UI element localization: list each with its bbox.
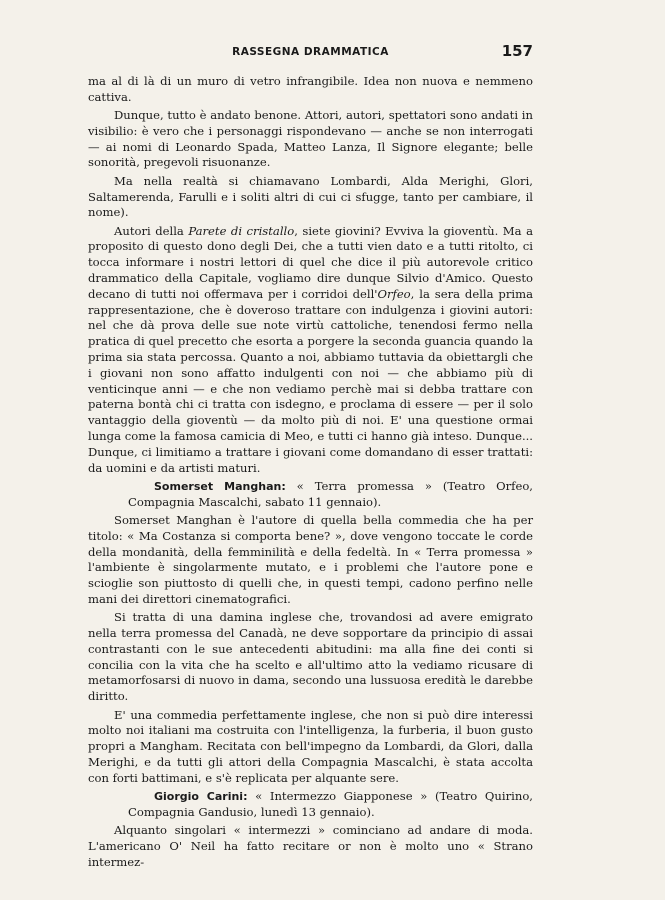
paragraph: Si tratta di una damina inglese che, trovandosi ad avere emigrato nella terra promessa del Canadà, ne deve sopportare da principio di assai contrastanti con le sue antecedenti abitudini: ma alla fine dei conti si concilia con la vita che ha scelto e all'ultimo atto la vediamo ricusare di metamorfosarsi di nuovo in dama, secondo una lussuosa eredità le darebbe diritto. (88, 610, 533, 704)
review-play-info: « Terra promessa » (Teatro Orfeo, Compagnia Mascalchi, sabato 11 gennaio). (128, 478, 533, 509)
review-heading-carini (88, 789, 533, 821)
article-body (88, 74, 533, 873)
theatre-name-italic: Orfeo (377, 286, 411, 301)
paragraph-parete-di-cristallo (88, 224, 533, 477)
text-run: , siete giovini? Evviva la gioventù. Ma a proposito di questo dono degli Dei, che a tutti vien dato e a tutti ritolto, ci tocca informare i nostri lettori di quel che dice il più autorevole critico drammatico della Capitale, vogliamo dire dunque Silvio d'Amico. Questo decano di tutti noi offermava per i corridoi dell' (88, 223, 533, 301)
review-heading-manghan (88, 479, 533, 511)
paragraph: Dunque, tutto è andato benone. Attori, autori, spettatori sono andati in visibilio: è vero che i personaggi rispondevano — anche se non interrogati — ai nomi di Leonardo Spada, Matteo Lanza, Il Signore elegante; belle sonorità, pregevoli risuonanze. (88, 108, 533, 170)
play-title-italic: Parete di cristallo (188, 223, 295, 238)
paragraph: Alquanto singolari « intermezzi » cominciano ad andare di moda. L'americano O' Neil ha fatto recitare or non è molto uno « Strano intermez- (88, 823, 533, 869)
paragraph: Ma nella realtà si chiamavano Lombardi, Alda Merighi, Glori, Saltamerenda, Farulli e i soliti altri di cui ci sfugge, tanto per cambiare, il nome). (88, 173, 533, 220)
review-play-info: « Intermezzo Giapponese » (Teatro Quirino, Compagnia Gandusio, lunedì 13 gennaio). (128, 789, 533, 819)
paragraph: E' una commedia perfettamente inglese, che non si può dire interessi molto noi italiani ma costruita con l'intelligenza, la furberia, il buon gusto propri a Mangham. Recitata con bell'impegno da Lombardi, da Glori, dalla Merighi, e da tutti gli attori della Compagnia Mascalchi, è stata accolta con forti battimani, e s'è replicata per alquante sere. (88, 707, 533, 785)
paragraph: Somerset Manghan è l'autore di quella bella commedia che ha per titolo: « Ma Costanza si comporta bene? », dove vengono toccate le corde della mondanità, della femminilità e della fedeltà. In « Terra promessa » l'ambiente è singolarmente mutato, e i problemi che l'autore pone e scioglie son piuttosto di quelli che, in questi tempi, cadono perfino nelle mani dei direttori cinematografici. (88, 513, 533, 606)
page-number: 157 (501, 42, 533, 60)
page-header (88, 42, 533, 62)
text-run: Autori della (114, 223, 189, 238)
running-title: RASSEGNA DRAMMATICA (232, 46, 389, 58)
text-run: , la sera della prima rappresentazione, che è doveroso trattare con indulgenza i giovini autori: nel che dà prova delle sue note virtù cattoliche, tenendosi fermo nella pratica di quel precetto che esorta a porgere la seconda guancia quando la prima sia stata percossa. Quanto a noi, abbiamo tuttavia da obiettargli che i giovani non sono affatto indulgenti con noi — che abbiamo più di venticinque anni — e che non vediamo perchè mai si debba trattare con paterna bontà chi ci tratta con isdegno, e proclama di essere — per il solo vantaggio della gioventù — da molto più di noi. E' una questione ormai lunga come la famosa camicia di Meo, e tutti ci hanno già inteso. Dunque... Dunque, ci limitiamo a trattare i giovani come domandano di esser trattati: da uomini e da artisti maturi. (88, 286, 533, 475)
paragraph-continuation: ma al di là di un muro di vetro infrangibile. Idea non nuova e nemmeno cattiva. (88, 74, 533, 104)
review-author: Giorgio Carini: (154, 790, 248, 804)
review-author: Somerset Manghan: (154, 479, 286, 493)
